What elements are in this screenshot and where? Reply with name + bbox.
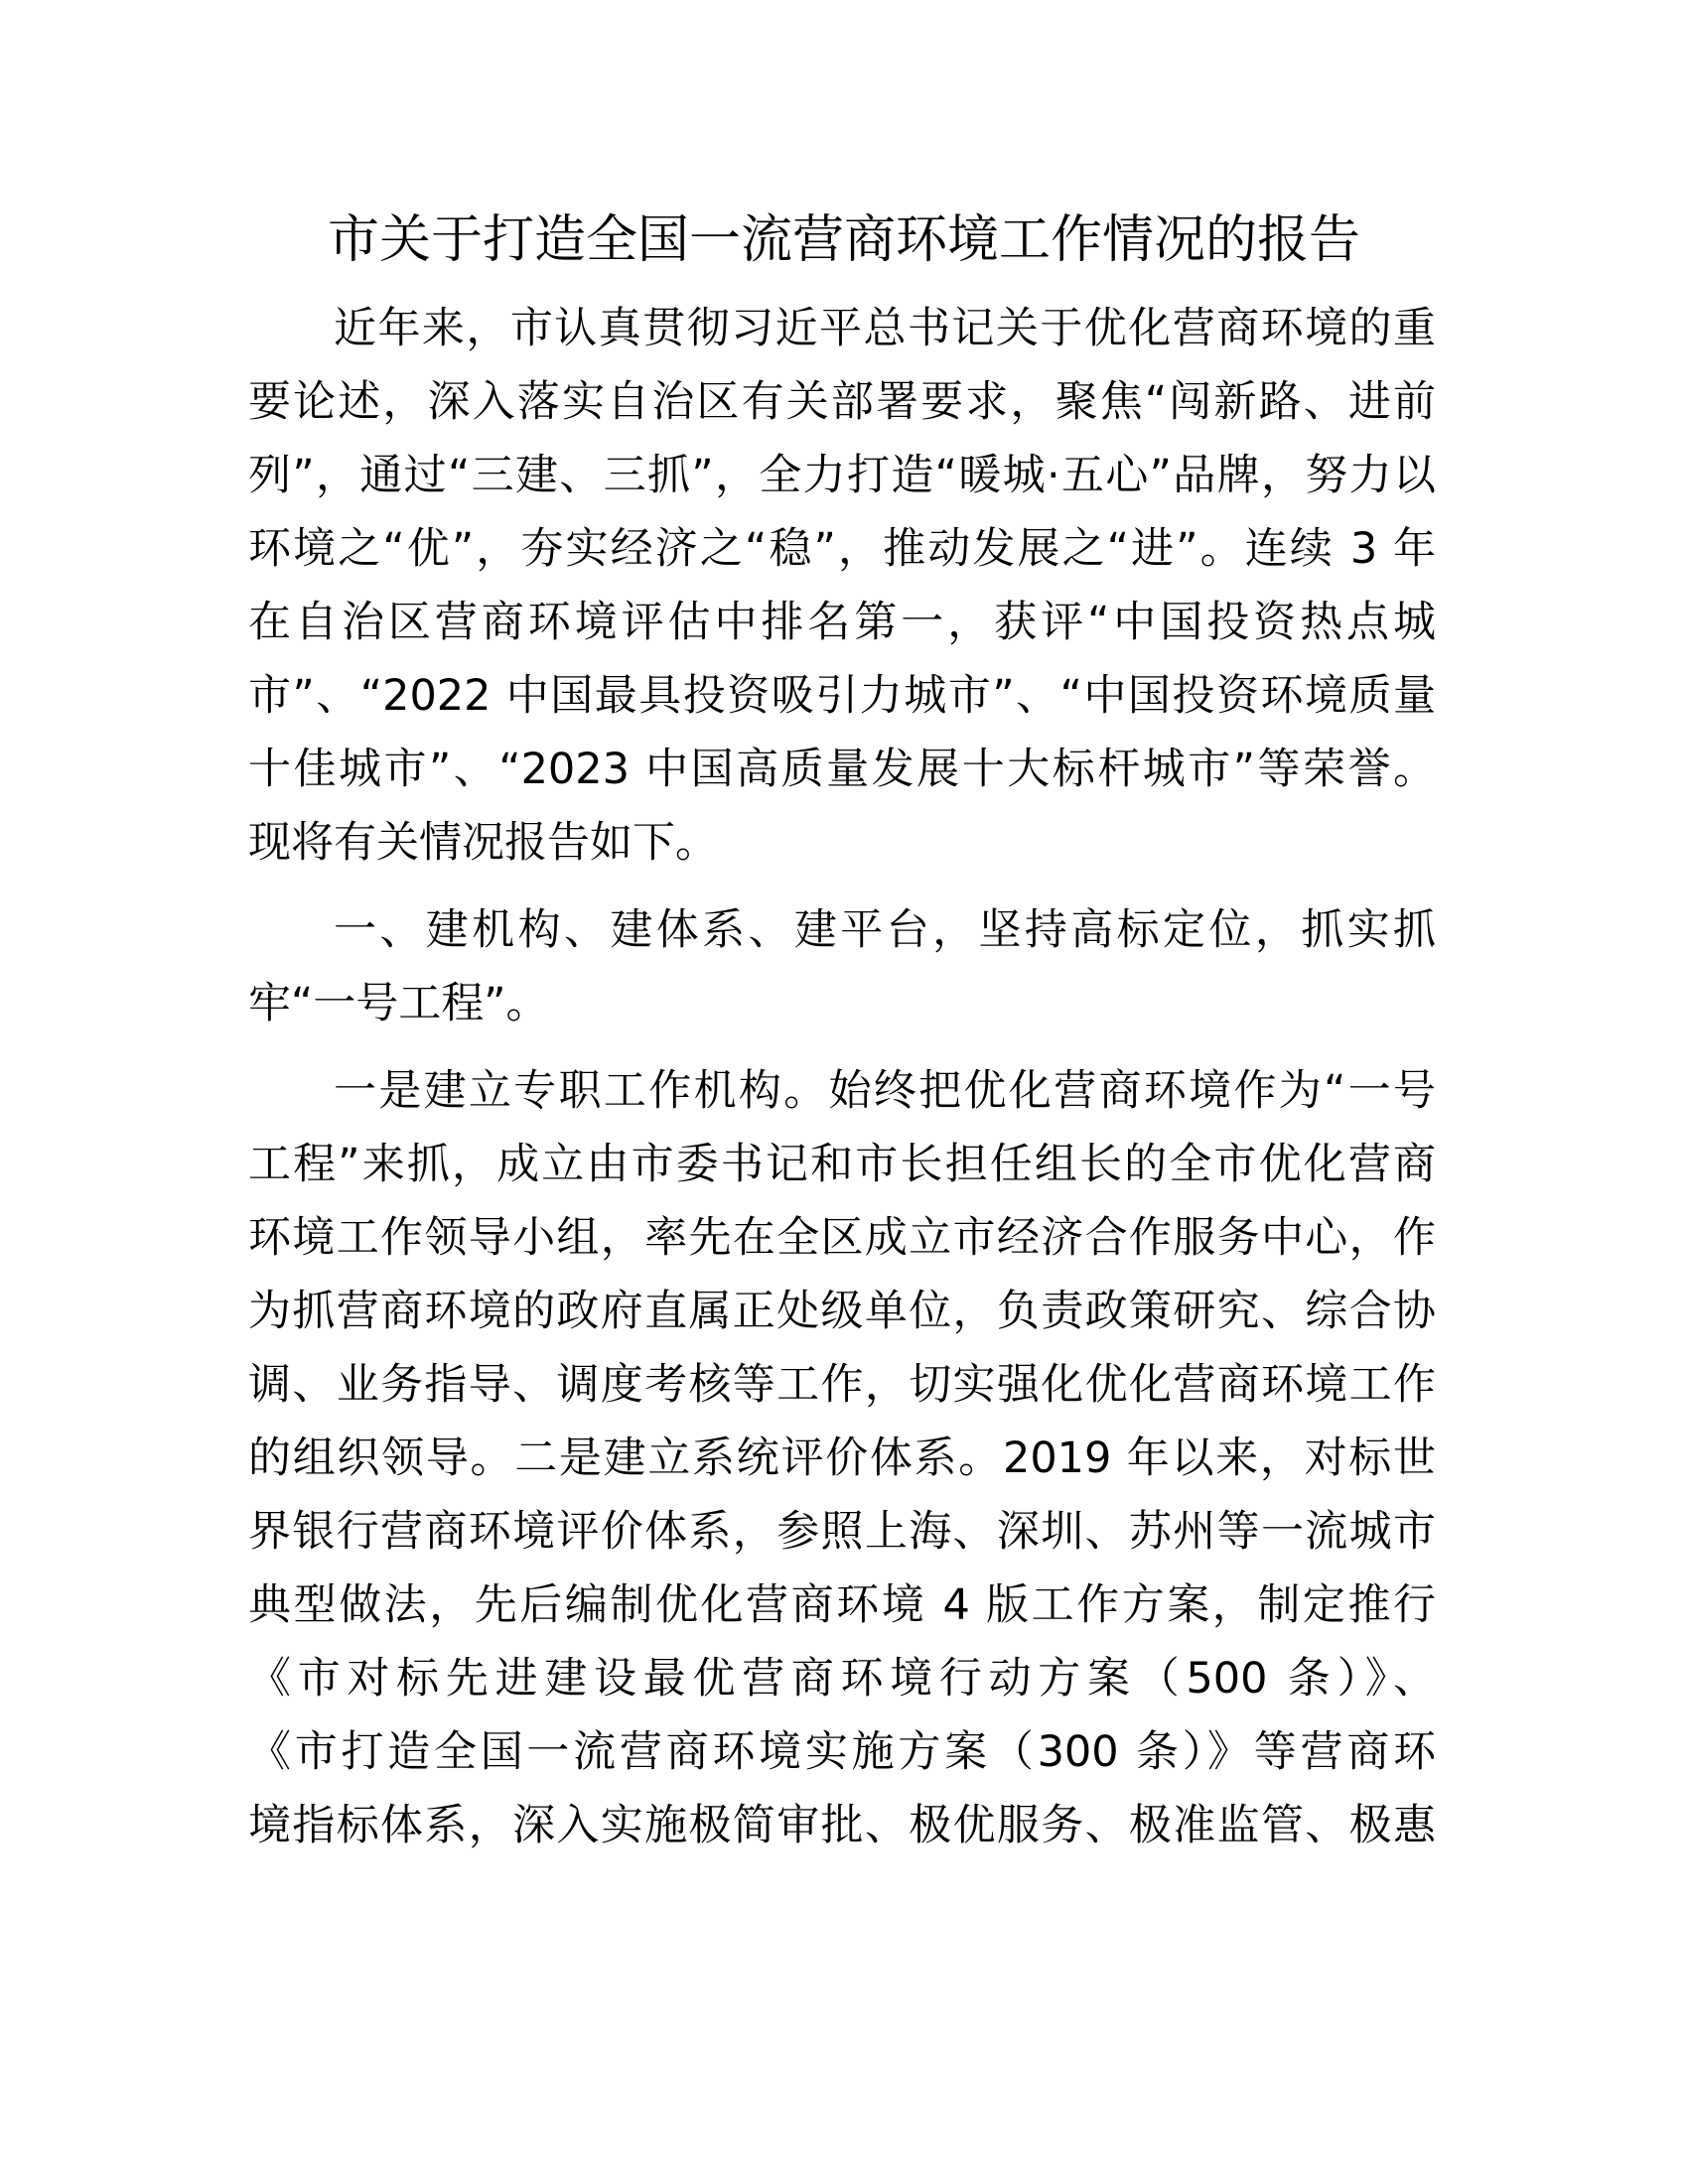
paragraph-intro — [248, 292, 1436, 880]
text-line: 一、建机构、建体系、建平台，坚持高标定位，抓实抓 — [334, 905, 1436, 955]
text-line: 牢“一号工程”。 — [248, 979, 549, 1028]
text-line: 界银行营商环境评价体系，参照上海、深圳、苏州等一流城市 — [248, 1507, 1436, 1557]
text-line: 典型做法，先后编制优化营商环境 4 版工作方案，制定推行 — [248, 1580, 1436, 1630]
text-line: 列”，通过“三建、三抓”，全力打造“暖城·五心”品牌，努力以 — [248, 451, 1436, 500]
text-line: 十佳城市”、“2023 中国高质量发展十大标杆城市”等荣誉。 — [248, 745, 1436, 794]
text-line: 现将有关情况报告如下。 — [248, 818, 718, 868]
text-line: 市”、“2022 中国最具投资吸引力城市”、“中国投资环境质量 — [248, 671, 1436, 721]
text-line: 调、业务指导、调度考核等工作，切实强化优化营商环境工作 — [248, 1360, 1436, 1410]
document-title: 市关于打造全国一流营商环境工作情况的报告 — [327, 210, 1360, 270]
paragraph-section-1 — [248, 1054, 1436, 1862]
text-line: 的组织领导。二是建立系统评价体系。2019 年以来，对标世 — [248, 1433, 1436, 1483]
text-line: 境指标体系，深入实施极简审批、极优服务、极准监管、极惠 — [248, 1801, 1436, 1850]
text-line: 在自治区营商环境评估中排名第一，获评“中国投资热点城 — [248, 598, 1436, 647]
section-heading-1 — [248, 893, 1436, 1040]
text-line: 环境之“优”，夯实经济之“稳”，推动发展之“进”。连续 3 年 — [248, 524, 1436, 574]
text-line: 要论述，深入落实自治区有关部署要求，聚焦“闯新路、进前 — [248, 377, 1436, 427]
text-line: 近年来，市认真贯彻习近平总书记关于优化营商环境的重 — [334, 304, 1436, 353]
text-line: 《市对标先进建设最优营商环境行动方案（500 条）》、 — [248, 1654, 1436, 1704]
document-body — [248, 292, 1436, 1862]
text-line: 为抓营商环境的政府直属正处级单位，负责政策研究、综合协 — [248, 1287, 1436, 1336]
text-line: 环境工作领导小组，率先在全区成立市经济合作服务中心，作 — [248, 1213, 1436, 1263]
text-line: 《市打造全国一流营商环境实施方案（300 条）》等营商环 — [248, 1727, 1436, 1777]
text-line: 一是建立专职工作机构。始终把优化营商环境作为“一号 — [334, 1066, 1436, 1116]
text-line: 工程”来抓，成立由市委书记和市长担任组长的全市优化营商 — [248, 1140, 1436, 1189]
